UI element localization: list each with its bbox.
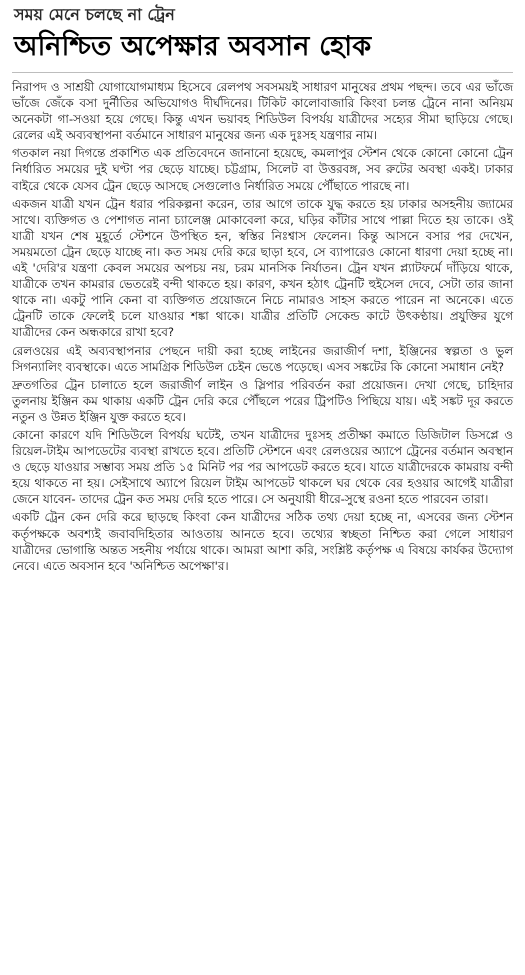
paragraph-3: একজন যাত্রী যখন ট্রেন ধরার পরিকল্পনা করেন, তার আগে তাকে যুদ্ধ করতে হয় ঢাকার অসহনীয় জ্যামের সাথে। ব্যক্তিগত ও পেশাগত নানা চ্যালেঞ্জ মোকাবেলা করে, ঘড়ির কাঁটার সাথে পাল্লা দিতে হয় তাকে। ওই যাত্রী যখন শেষ মুহূর্তে স্টেশনে উপস্থিত হন, স্বস্তির নিঃশ্বাস ফেলেন। কিন্তু আসনে বসার পর দেখেন, সময়মতো ট্রেন ছেড়ে যাচ্ছে না। কত সময় দেরি করে ছাড়া হবে, সে ব্যাপারেও কোনো ধারণা দেয়া হচ্ছে না। এই 'দেরি'র যন্ত্রণা কেবল সময়ের অপচয় নয়, চরম মানসিক নির্যাতন। ট্রেন যখন প্ল্যাটফর্মে দাঁড়িয়ে থাকে, যাত্রীকে তখন কামরার ভেতরেই বন্দী থাকতে হয়। কারণ, কখন হঠাৎ ট্রেনটি হুইসেল দেবে, সেটা তার জানা থাকে না। একটু পানি কেনা বা ব্যক্তিগত প্রয়োজনে নিচে নামারও সাহস করতে পারেন না অনেকে। এতে ট্রেনটি তাকে ফেলেই চলে যাওয়ার শঙ্কা থাকে। যাত্রীর প্রতিটি সেকেন্ড কাটে উৎকণ্ঠায়। প্রযুক্তির যুগে যাত্রীদের কেন অন্ধকারে রাখা হবে? [12,196,513,340]
paragraph-5: দ্রুতগতির ট্রেন চালাতে হলে জরাজীর্ণ লাইন ও স্লিপার পরিবর্তন করা প্রয়োজন। দেখা গেছে, চাহিদার তুলনায় ইঞ্জিন কম থাকায় একটি ট্রেন দেরি করে পৌঁছলে পরের ট্রিপটিও পিছিয়ে যায়। এই সঙ্কট দূর করতে নতুন ও উন্নত ইঞ্জিন যুক্ত করতে হবে। [12,377,513,424]
headline-divider [12,72,513,73]
paragraph-2: গতকাল নয়া দিগন্তে প্রকাশিত এক প্রতিবেদনে জানানো হয়েছে, কমলাপুর স্টেশন থেকে কোনো কোনো ট্রেন নির্ধারিত সময়ের দুই ঘণ্টা পর ছেড়ে যাচ্ছে। চট্টগ্রাম, সিলেট বা উত্তরবঙ্গ, সব রুটের অবস্থা একই। ঢাকার বাইরে থেকে যেসব ট্রেন ছেড়ে আসছে সেগুলোও নির্ধারিত সময়ে পৌঁছাতে পারছে না। [12,146,513,193]
kicker-subheading: সময় মেনে চলছে না ট্রেন [14,5,175,24]
paragraph-4: রেলওয়ের এই অব্যবস্থাপনার পেছনে দায়ী করা হচ্ছে লাইনের জরাজীর্ণ দশা, ইঞ্জিনের স্বল্পতা ও ভুল সিগন্যালিং ব্যবস্থাকে। এতে সামগ্রিক শিডিউল চেইন ভেঙে পড়েছে। এসব সঙ্কটের কি কোনো সমাধান নেই? [12,343,513,374]
paragraph-7: একটি ট্রেন কেন দেরি করে ছাড়ছে কিংবা কেন যাত্রীদের সঠিক তথ্য দেয়া হচ্ছে না, এসবের জন্য স্টেশন কর্তৃপক্ষকে অবশ্যই জবাবদিহিতার আওতায় আনতে হবে। তথ্যের স্বচ্ছতা নিশ্চিত করা গেলে সাধারণ যাত্রীদের ভোগান্তি অন্তত সহনীয় পর্যায়ে থাকে। আমরা আশা করি, সংশ্লিষ্ট কর্তৃপক্ষ এ বিষয়ে কার্যকর উদ্যোগ নেবে। এতে অবসান হবে 'অনিশ্চিত অপেক্ষা'র। [12,510,513,573]
paragraph-1: নিরাপদ ও সাশ্রয়ী যোগাযোগমাধ্যম হিসেবে রেলপথ সবসময়ই সাধারণ মানুষের প্রথম পছন্দ। তবে এর ভাঁজে ভাঁজে জেঁকে বসা দুর্নীতির অভিযোগও দীর্ঘদিনের। টিকিট কালোবাজারি কিংবা চলন্ত ট্রেনে নানা অনিয়ম অনেকটা গা-সওয়া হয়ে গেছে। কিন্তু এখন ভয়াবহ শিডিউল বিপর্যয় যাত্রীদের সহ্যের সীমা ছাড়িয়ে গেছে। রেলের এই অব্যবস্থাপনা বর্তমানে সাধারণ মানুষের জন্য এক দুঃসহ যন্ত্রণার নাম। [12,80,513,143]
paragraph-6: কোনো কারণে যদি শিডিউলে বিপর্যয় ঘটেই, তখন যাত্রীদের দুঃসহ প্রতীক্ষা কমাতে ডিজিটাল ডিসপ্লে ও রিয়েল-টাইম আপডেটের ব্যবস্থা রাখতে হবে। প্রতিটি স্টেশনে এবং রেলওয়ের অ্যাপে ট্রেনের বর্তমান অবস্থান ও ছেড়ে যাওয়ার সম্ভাব্য সময় প্রতি ১৫ মিনিট পর পর আপডেট করতে হবে। যাতে যাত্রীদেরকে কামরায় বন্দী হয়ে থাকতে না হয়। সেইসাথে অ্যাপে রিয়েল টাইম আপডেট থাকলে ঘর থেকে বের হওয়ার আগেই যাত্রীরা জেনে যাবেন- তাদের ট্রেন কত সময় দেরি হতে পারে। সে অনুযায়ী ধীরে-সুস্থে রওনা হতে পারবেন তারা। [12,427,513,507]
headline: অনিশ্চিত অপেক্ষার অবসান হোক [14,31,372,62]
article-body [12,79,513,574]
